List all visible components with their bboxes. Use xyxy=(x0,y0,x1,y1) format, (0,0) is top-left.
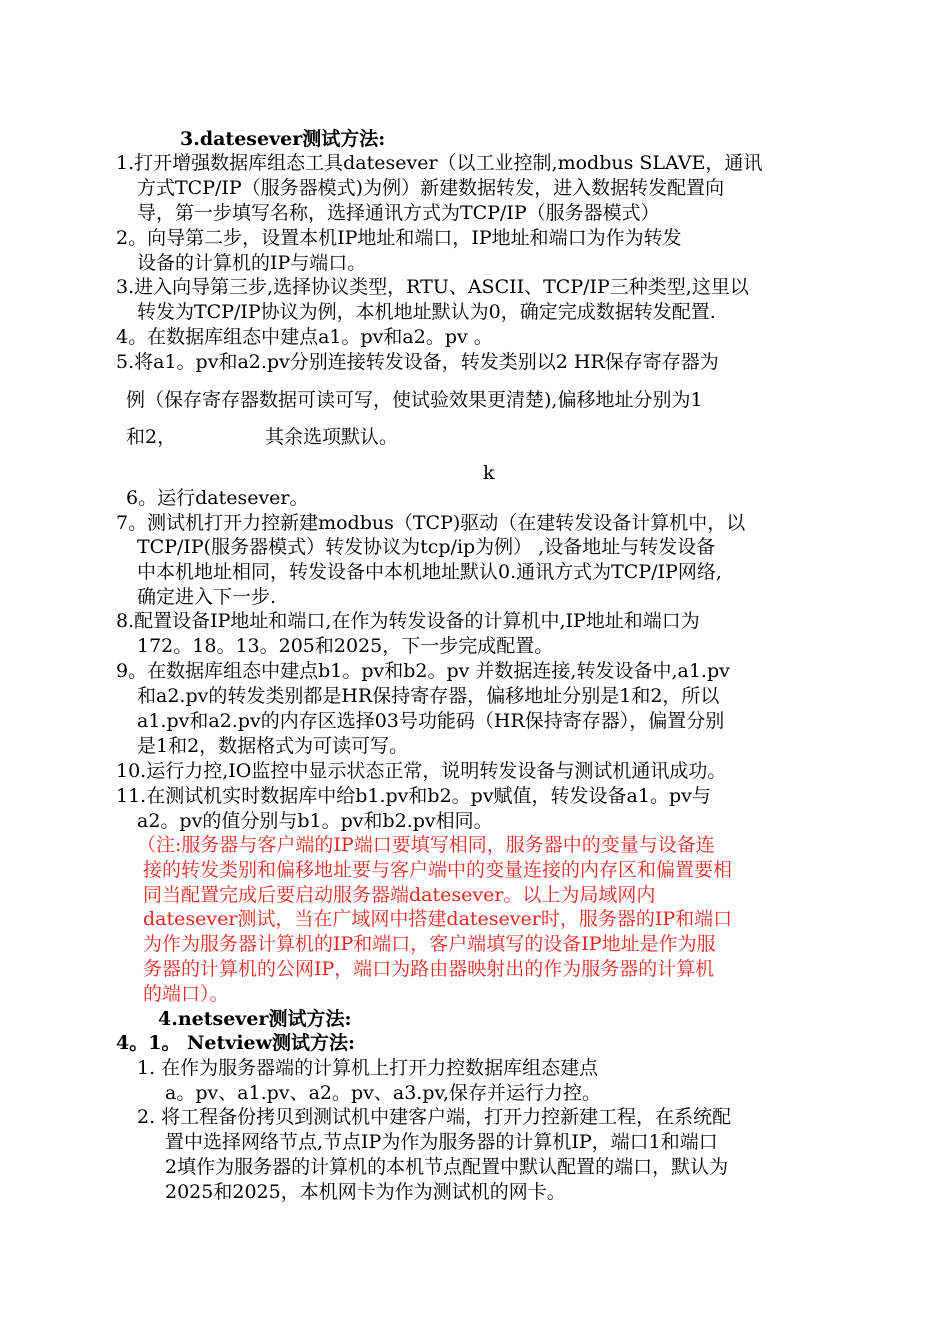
step-line: 例（保存寄存器数据可读可写，使试验效果更清楚),偏移地址分别为1 xyxy=(126,389,703,411)
step-line: a。pv、a1.pv、a2。pv、a3.pv,保存并运行力控。 xyxy=(165,1082,602,1104)
step-line: 2。向导第二步，设置本机IP地址和端口，IP地址和端口为作为转发 xyxy=(116,227,682,249)
step-line: TCP/IP(服务器模式）转发协议为tcp/ip为例） ,设备地址与转发设备 xyxy=(137,536,716,558)
step-line: 置中选择网络节点,节点IP为作为服务器的计算机IP，端口1和端口 xyxy=(165,1131,718,1153)
step-line: 1.打开增强数据库组态工具datesever（以工业控制,modbus SLAVE，通讯 xyxy=(116,152,763,174)
step-line: 中本机地址相同，转发设备中本机地址默认0.通讯方式为TCP/IP网络, xyxy=(137,561,722,583)
step-line: 2. 将工程备份拷贝到测试机中建客户端，打开力控新建工程，在系统配 xyxy=(137,1106,732,1128)
step-line: 转发为TCP/IP协议为例，本机地址默认为0，确定完成数据转发配置. xyxy=(137,301,716,323)
step-line: 3.进入向导第三步,选择协议类型，RTU、ASCII、TCP/IP三种类型,这里以 xyxy=(116,276,749,298)
step-line: 5.将a1。pv和a2.pv分别连接转发设备，转发类别以2 HR保存寄存器为 xyxy=(116,351,719,373)
section-4-1-heading: 4。1。 Netview测试方法: xyxy=(116,1032,356,1054)
note-line: 接的转发类别和偏移地址要与客户端中的变量连接的内存区和偏置要相 xyxy=(143,859,733,881)
step-line: 172。18。13。205和2025，下一步完成配置。 xyxy=(137,635,554,657)
step-line: 是1和2，数据格式为可读可写。 xyxy=(137,735,409,757)
note-line: 务器的计算机的公网IP，端口为路由器映射出的作为服务器的计算机 xyxy=(143,958,715,980)
step-line: 确定进入下一步. xyxy=(137,586,277,608)
section-4-heading: 4.netsever测试方法: xyxy=(158,1008,352,1030)
note-line: 为作为服务器计算机的IP和端口，客户端填写的设备IP地址是作为服 xyxy=(143,933,716,955)
note-line: 的端口）。 xyxy=(143,983,229,1005)
step-line: 10.运行力控,IO监控中显示状态正常，说明转发设备与测试机通讯成功。 xyxy=(116,760,727,782)
step-line: 方式TCP/IP（服务器模式)为例）新建数据转发，进入数据转发配置向 xyxy=(137,177,725,199)
stray-character: k xyxy=(483,462,495,484)
step-line: 设备的计算机的IP与端口。 xyxy=(137,252,367,274)
step-line: 和a2.pv的转发类别都是HR保持寄存器，偏移地址分别是1和2，所以 xyxy=(137,685,720,707)
note-line: 同当配置完成后要启动服务器端datesever。以上为局域网内 xyxy=(143,884,656,906)
note-line: （注:服务器与客户端的IP端口要填写相同，服务器中的变量与设备连 xyxy=(137,834,715,856)
step-line: 2填作为服务器的计算机的本机节点配置中默认配置的端口，默认为 xyxy=(165,1156,729,1178)
step-line: 8.配置设备IP地址和端口,在作为转发设备的计算机中,IP地址和端口为 xyxy=(116,610,700,632)
step-line: 导，第一步填写名称，选择通讯方式为TCP/IP（服务器模式） xyxy=(137,202,660,224)
step-line: 和2， xyxy=(126,426,177,448)
note-line: datesever测试，当在广域网中搭建datesever时，服务器的IP和端口 xyxy=(143,908,733,930)
step-line: 7。测试机打开力控新建modbus（TCP)驱动（在建转发设备计算机中，以 xyxy=(116,512,746,534)
step-line: 2025和2025，本机网卡为作为测试机的网卡。 xyxy=(165,1181,566,1203)
step-line: 6。运行datesever。 xyxy=(126,487,309,509)
step-line: a2。pv的值分别与b1。pv和b2.pv相同。 xyxy=(137,810,493,832)
step-line: 其余选项默认。 xyxy=(265,426,399,448)
step-line: 4。在数据库组态中建点a1。pv和a2。pv 。 xyxy=(116,326,493,348)
step-line: 1. 在作为服务器端的计算机上打开力控数据库组态建点 xyxy=(137,1057,599,1079)
step-line: a1.pv和a2.pv的内存区选择03号功能码（HR保持寄存器），偏置分别 xyxy=(137,710,725,732)
step-line: 11.在测试机实时数据库中给b1.pv和b2。pv赋值，转发设备a1。pv与 xyxy=(116,785,711,807)
step-line: 9。在数据库组态中建点b1。pv和b2。pv 并数据连接,转发设备中,a1.pv xyxy=(116,660,730,682)
section-3-heading: 3.datesever测试方法: xyxy=(180,128,386,150)
